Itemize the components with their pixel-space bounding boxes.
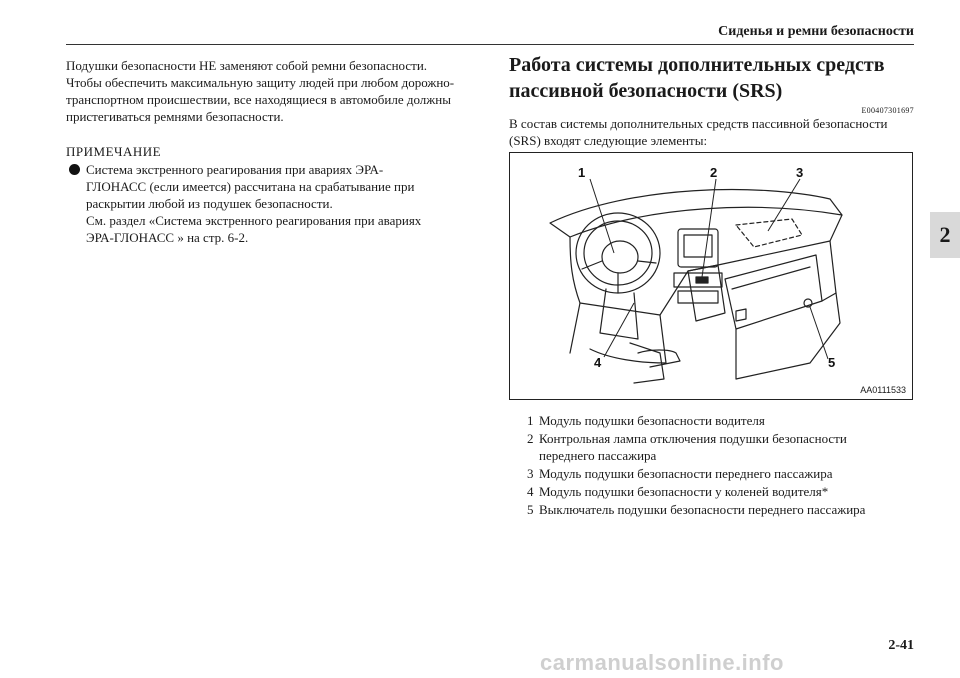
legend-text: переднего пассажира <box>539 448 657 463</box>
legend-list <box>527 412 917 519</box>
callout-2: 2 <box>710 165 718 180</box>
section-title-line: пассивной безопасности (SRS) <box>509 80 783 102</box>
page-number: 2-41 <box>888 638 914 653</box>
watermark-link[interactable]: carmanualsonline.info <box>540 650 784 675</box>
paragraph-line: транспортном происшествии, все находящиеся в автомобиле должны <box>66 92 451 107</box>
legend-text: Выключатель подушки безопасности переднего пассажира <box>539 502 866 517</box>
legend-number: 2 <box>527 431 534 446</box>
legend-item <box>527 501 917 518</box>
legend-text: Модуль подушки безопасности у коленей водителя* <box>539 484 829 499</box>
legend-item <box>527 465 917 482</box>
callout-4: 4 <box>594 355 602 370</box>
callout-1: 1 <box>578 165 586 180</box>
legend-text: Контрольная лампа отключения подушки безопасности <box>539 431 847 446</box>
legend-number: 5 <box>527 502 534 517</box>
callout-5: 5 <box>828 355 836 370</box>
running-header: Сиденья и ремни безопасности <box>718 24 914 39</box>
legend-item <box>527 412 917 429</box>
section-title <box>509 52 914 104</box>
left-column <box>66 57 482 246</box>
chapter-tab: 2 <box>930 212 960 258</box>
bullet-icon <box>69 164 80 175</box>
note-heading: ПРИМЕЧАНИЕ <box>66 144 162 159</box>
note-line: ЭРА-ГЛОНАСС » на стр. 6-2. <box>86 230 249 245</box>
paragraph-line: Чтобы обеспечить максимальную защиту людей при любом дорожно- <box>66 75 455 90</box>
note-line: раскрытии любой из подушек безопасности. <box>86 196 333 211</box>
section-code: E00407301697 <box>861 106 914 115</box>
note-line: См. раздел «Система экстренного реагирования при авариях <box>86 213 422 228</box>
intro-line: В состав системы дополнительных средств пассивной безопасности <box>509 116 888 131</box>
figure-code: AA0111533 <box>860 385 906 395</box>
dashboard-illustration <box>510 153 912 399</box>
paragraph-line: пристегиваться ремнями безопасности. <box>66 109 284 124</box>
legend-item <box>527 430 917 464</box>
header-rule <box>66 44 914 45</box>
right-column <box>509 52 914 149</box>
paragraph-line: Подушки безопасности НЕ заменяют собой ремни безопасности. <box>66 58 428 73</box>
intro-line: (SRS) входят следующие элементы: <box>509 133 708 148</box>
legend-item <box>527 483 917 500</box>
callout-3: 3 <box>796 165 804 180</box>
passenger-airbag-outline <box>736 219 802 247</box>
section-title-line: Работа системы дополнительных средств <box>509 54 885 76</box>
note-line: Система экстренного реагирования при авариях ЭРА- <box>86 162 384 177</box>
lamp-indicator <box>696 277 708 283</box>
legend-number: 1 <box>527 413 534 428</box>
legend-number: 4 <box>527 484 534 499</box>
legend-number: 3 <box>527 466 534 481</box>
legend-text: Модуль подушки безопасности водителя <box>539 413 765 428</box>
dashboard-figure <box>509 152 913 400</box>
note-line: ГЛОНАСС (если имеется) рассчитана на срабатывание при <box>86 179 415 194</box>
legend-text: Модуль подушки безопасности переднего пассажира <box>539 466 833 481</box>
note-item <box>66 161 482 246</box>
glove-box <box>725 255 822 329</box>
